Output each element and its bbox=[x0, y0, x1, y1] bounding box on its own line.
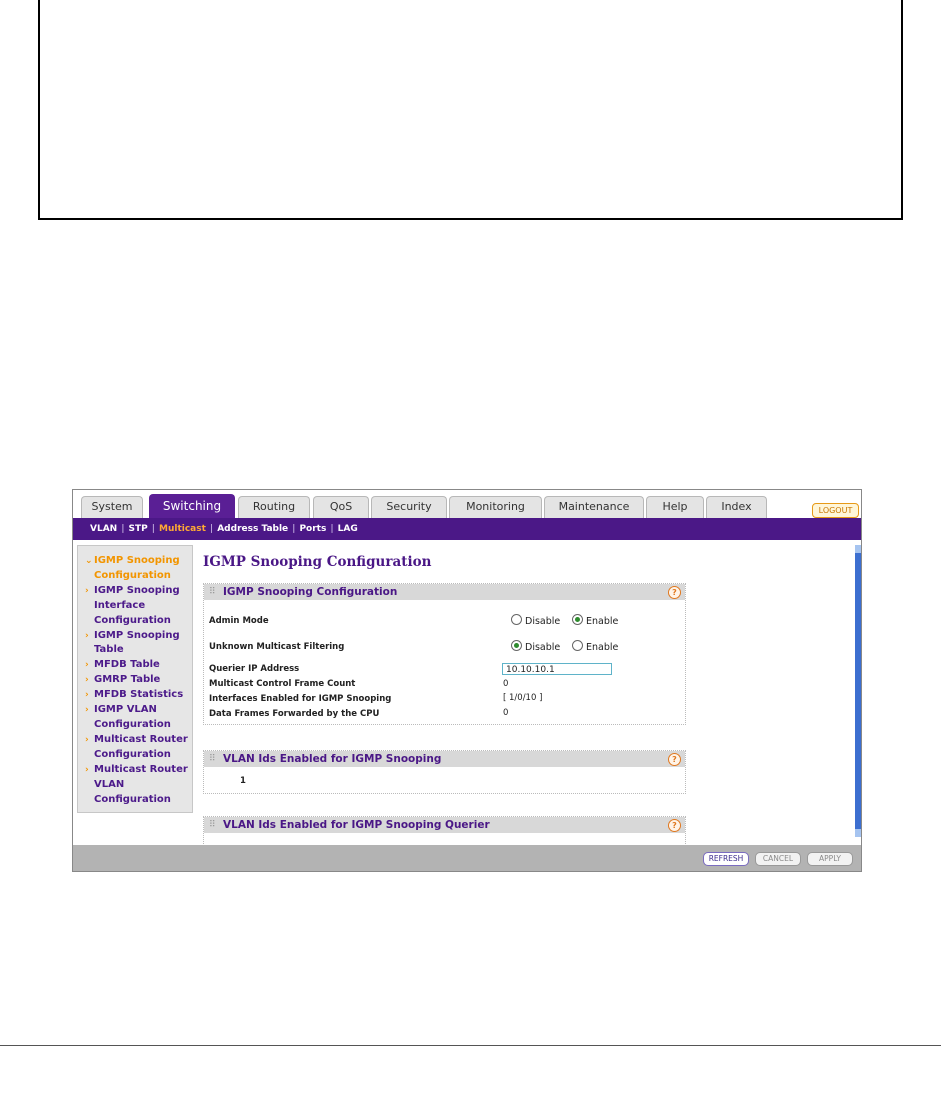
unknown-multicast-enable-radio[interactable] bbox=[572, 640, 618, 653]
help-icon[interactable]: ? bbox=[668, 819, 681, 832]
chevron-right-icon: › bbox=[85, 585, 89, 596]
subnav-separator: | bbox=[121, 524, 125, 534]
unknown-multicast-label: Unknown Multicast Filtering bbox=[209, 642, 345, 652]
scroll-up-icon[interactable] bbox=[855, 545, 861, 553]
data-frames-label: Data Frames Forwarded by the CPU bbox=[209, 709, 380, 719]
scroll-down-icon[interactable] bbox=[855, 829, 861, 837]
control-frame-count-value: 0 bbox=[503, 679, 509, 689]
sidebar-item-label: MFDB Table bbox=[94, 659, 160, 671]
page-divider bbox=[0, 1045, 941, 1046]
admin-mode-enable-radio[interactable] bbox=[572, 614, 618, 627]
radio-indicator bbox=[572, 640, 583, 651]
data-frames-value: 0 bbox=[503, 708, 509, 718]
cancel-button[interactable]: CANCEL bbox=[755, 852, 801, 866]
interfaces-enabled-value: [ 1/0/10 ] bbox=[503, 693, 543, 703]
subnav-lag[interactable]: LAG bbox=[337, 524, 358, 534]
panel-header bbox=[204, 817, 685, 833]
sidebar-item-igmp-vlan-configuration[interactable] bbox=[82, 703, 192, 733]
sidebar-item-igmp-snooping-table[interactable] bbox=[82, 629, 192, 659]
subnav-separator: | bbox=[330, 524, 334, 534]
chevron-right-icon: › bbox=[85, 675, 89, 686]
subnav-separator: | bbox=[151, 524, 156, 534]
radio-label: Disable bbox=[525, 616, 561, 627]
main-tab-bar bbox=[73, 490, 861, 518]
subnav-address-table[interactable]: Address Table bbox=[217, 524, 289, 534]
chevron-right-icon: › bbox=[85, 690, 89, 701]
sidebar-item-label: Multicast Router Configuration bbox=[94, 733, 188, 760]
tab-maintenance[interactable]: Maintenance bbox=[544, 496, 644, 518]
subnav-separator: | bbox=[292, 524, 296, 534]
tab-security[interactable]: Security bbox=[371, 496, 447, 518]
help-icon[interactable]: ? bbox=[668, 753, 681, 766]
subnav-vlan[interactable]: VLAN bbox=[90, 524, 118, 534]
subnav-stp[interactable]: STP bbox=[128, 524, 148, 534]
panel-title: VLAN Ids Enabled for IGMP Snooping Querier bbox=[223, 819, 490, 831]
sidebar-item-label: MFDB Statistics bbox=[94, 689, 184, 701]
querier-ip-label: Querier IP Address bbox=[209, 664, 300, 674]
chevron-down-icon: ⌄ bbox=[85, 556, 93, 566]
sub-navigation bbox=[73, 518, 861, 540]
querier-ip-input[interactable]: 10.10.10.1 bbox=[502, 663, 612, 675]
radio-indicator bbox=[511, 614, 522, 625]
subnav-separator: | bbox=[209, 524, 214, 534]
app-window bbox=[72, 489, 862, 872]
vlan-querier-panel bbox=[203, 816, 686, 846]
sidebar-item-igmp-snooping-configuration[interactable] bbox=[82, 554, 192, 584]
grip-icon: ⠿ bbox=[209, 587, 216, 597]
sidebar-item-gmrp-table[interactable] bbox=[82, 673, 192, 688]
igmp-config-panel bbox=[203, 583, 686, 725]
tab-system[interactable]: System bbox=[81, 496, 143, 518]
subnav-multicast[interactable]: Multicast bbox=[159, 524, 206, 534]
tab-qos[interactable]: QoS bbox=[313, 496, 369, 518]
sidebar-item-label: IGMP VLAN Configuration bbox=[94, 704, 171, 730]
panel-title: VLAN Ids Enabled for IGMP Snooping bbox=[223, 753, 442, 765]
action-footer bbox=[73, 845, 861, 871]
sidebar-item-label: IGMP Snooping Interface Configuration bbox=[94, 584, 180, 626]
admin-mode-label: Admin Mode bbox=[209, 616, 269, 626]
panel-title: IGMP Snooping Configuration bbox=[223, 586, 398, 598]
tab-monitoring[interactable]: Monitoring bbox=[449, 496, 542, 518]
radio-label: Disable bbox=[525, 642, 561, 653]
panel-header bbox=[204, 751, 685, 767]
page-title: IGMP Snooping Configuration bbox=[203, 554, 432, 570]
vlan-ids-panel bbox=[203, 750, 686, 794]
refresh-button[interactable]: REFRESH bbox=[703, 852, 749, 866]
grip-icon: ⠿ bbox=[209, 820, 216, 830]
chevron-right-icon: › bbox=[85, 734, 89, 745]
interfaces-enabled-label: Interfaces Enabled for IGMP Snooping bbox=[209, 694, 392, 704]
tab-switching[interactable]: Switching bbox=[149, 494, 235, 518]
sidebar-item-label: Multicast Router VLAN Configuration bbox=[94, 763, 188, 805]
chevron-right-icon: › bbox=[85, 764, 89, 775]
sidebar-item-label: IGMP Snooping Configuration bbox=[94, 555, 180, 581]
tab-routing[interactable]: Routing bbox=[238, 496, 310, 518]
control-frame-count-label: Multicast Control Frame Count bbox=[209, 679, 356, 689]
document-frame bbox=[38, 0, 903, 220]
apply-button[interactable]: APPLY bbox=[807, 852, 853, 866]
sidebar-item-mfdb-statistics[interactable] bbox=[82, 688, 192, 703]
vertical-scrollbar[interactable] bbox=[855, 545, 861, 837]
chevron-right-icon: › bbox=[85, 630, 89, 641]
unknown-multicast-disable-radio[interactable] bbox=[511, 640, 560, 653]
sidebar-item-multicast-router-vlan-configuration[interactable] bbox=[82, 763, 192, 808]
panel-header bbox=[204, 584, 685, 600]
radio-label: Enable bbox=[586, 642, 619, 653]
subnav-ports[interactable]: Ports bbox=[299, 524, 327, 534]
sidebar-item-label: IGMP Snooping Table bbox=[94, 629, 180, 656]
sidebar-item-mfdb-table[interactable] bbox=[82, 658, 192, 673]
chevron-right-icon: › bbox=[85, 660, 89, 671]
grip-icon: ⠿ bbox=[209, 754, 216, 764]
sidebar-item-label: GMRP Table bbox=[94, 674, 161, 686]
sidebar bbox=[77, 545, 193, 813]
radio-indicator bbox=[511, 640, 522, 651]
sidebar-item-multicast-router-configuration[interactable] bbox=[82, 733, 192, 763]
admin-mode-disable-radio[interactable] bbox=[511, 614, 560, 627]
logout-button[interactable]: LOGOUT bbox=[812, 503, 859, 518]
radio-indicator bbox=[572, 614, 583, 625]
help-icon[interactable]: ? bbox=[668, 586, 681, 599]
tab-index[interactable]: Index bbox=[706, 496, 767, 518]
radio-label: Enable bbox=[586, 616, 619, 627]
tab-help[interactable]: Help bbox=[646, 496, 704, 518]
vlan-id-value: 1 bbox=[240, 776, 246, 786]
sidebar-item-igmp-snooping-interface-configuration[interactable] bbox=[82, 584, 192, 629]
chevron-right-icon: › bbox=[85, 705, 89, 716]
